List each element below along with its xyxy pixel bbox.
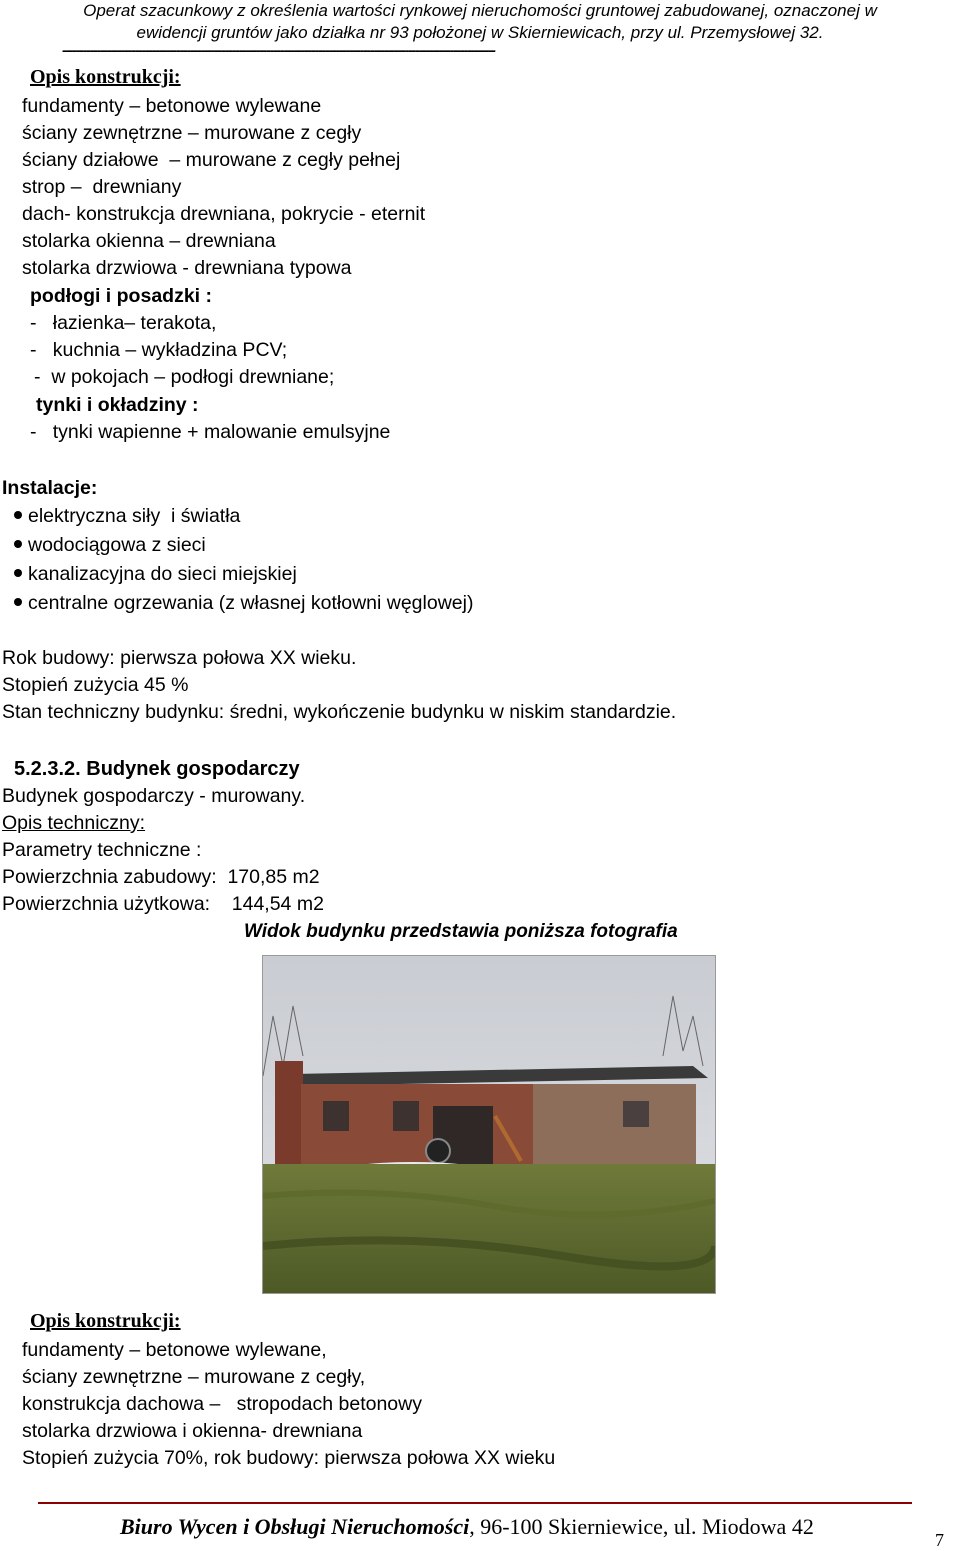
technical-heading: Opis techniczny: [2,812,146,834]
installation-label: kanalizacyjna do sieci miejskiej [28,563,297,585]
floors-heading: podłogi i posadzki : [30,285,212,307]
footer-address: , 96-100 Skierniewice, ul. Miodowa 42 [469,1514,814,1539]
construction-heading-2: Opis konstrukcji: [30,1310,181,1332]
section-heading: 5.2.3.2. Budynek gospodarczy [14,758,300,780]
bullet-icon [14,598,22,606]
construction-line: strop – drewniany [22,176,182,198]
header-title-line1: Operat szacunkowy z określenia wartości rynkowej nieruchomości gruntowej zabudowanej, oznaczonej w [83,1,877,20]
construction-line: ściany działowe – murowane z cegły pełnej [22,149,401,171]
footer-company: Biuro Wycen i Obsługi Nieruchomości [120,1514,470,1539]
header-separator: ----------------------------------------------------------------------------------------------------------------------------- [62,42,495,58]
built-area: Powierzchnia zabudowy: 170,85 m2 [2,866,320,888]
photo-caption: Widok budynku przedstawia poniższa fotografia [244,921,678,942]
floors-item: - kuchnia – wykładzina PCV; [30,339,288,361]
technical-condition: Stan techniczny budynku: średni, wykończenie budynku w niskim standardzie. [2,701,677,723]
building-description: Budynek gospodarczy - murowany. [2,785,306,807]
construction-line: stolarka okienna – drewniana [22,230,276,252]
construction-line: stolarka drzwiowa - drewniana typowa [22,257,352,279]
footer-divider [38,1502,912,1504]
construction-line: Stopień zużycia 70%, rok budowy: pierwsza połowa XX wieku [22,1447,556,1469]
installation-item [14,504,240,528]
parameters-heading: Parametry techniczne : [2,839,202,861]
plaster-item: - tynki wapienne + malowanie emulsyjne [30,421,391,443]
installation-label: centralne ogrzewania (z własnej kotłowni węglowej) [28,592,474,614]
page-number: 7 [935,1530,944,1550]
construction-heading: Opis konstrukcji: [30,66,181,88]
usable-area: Powierzchnia użytkowa: 144,54 m2 [2,893,324,915]
construction-line: ściany zewnętrzne – murowane z cegły, [22,1366,366,1388]
wear-level: Stopień zużycia 45 % [2,674,189,696]
installation-item [14,562,297,586]
construction-line: fundamenty – betonowe wylewane [22,95,322,117]
installation-item [14,533,206,557]
header-title-line2: ewidencji gruntów jako działka nr 93 położonej w Skierniewicach, przy ul. Przemysłowej 32. [136,23,824,42]
floors-item: - w pokojach – podłogi drewniane; [34,366,335,388]
construction-line: konstrukcja dachowa – stropodach betonowy [22,1393,422,1415]
construction-line: ściany zewnętrzne – murowane z cegły [22,122,362,144]
bullet-icon [14,540,22,548]
footer-text [120,1514,814,1540]
bullet-icon [14,511,22,519]
installation-label: wodociągowa z sieci [28,534,206,556]
construction-year: Rok budowy: pierwsza połowa XX wieku. [2,647,357,669]
plaster-heading: tynki i okładziny : [36,394,199,416]
building-photo [262,955,716,1294]
bullet-icon [14,569,22,577]
installation-label: elektryczna siły i światła [28,505,241,527]
construction-line: dach- konstrukcja drewniana, pokrycie - eternit [22,203,426,225]
construction-line: stolarka drzwiowa i okienna- drewniana [22,1420,363,1442]
installations-heading: Instalacje: [2,477,98,499]
installation-item [14,591,473,615]
floors-item: - łazienka– terakota, [30,312,217,334]
construction-line: fundamenty – betonowe wylewane, [22,1339,327,1361]
